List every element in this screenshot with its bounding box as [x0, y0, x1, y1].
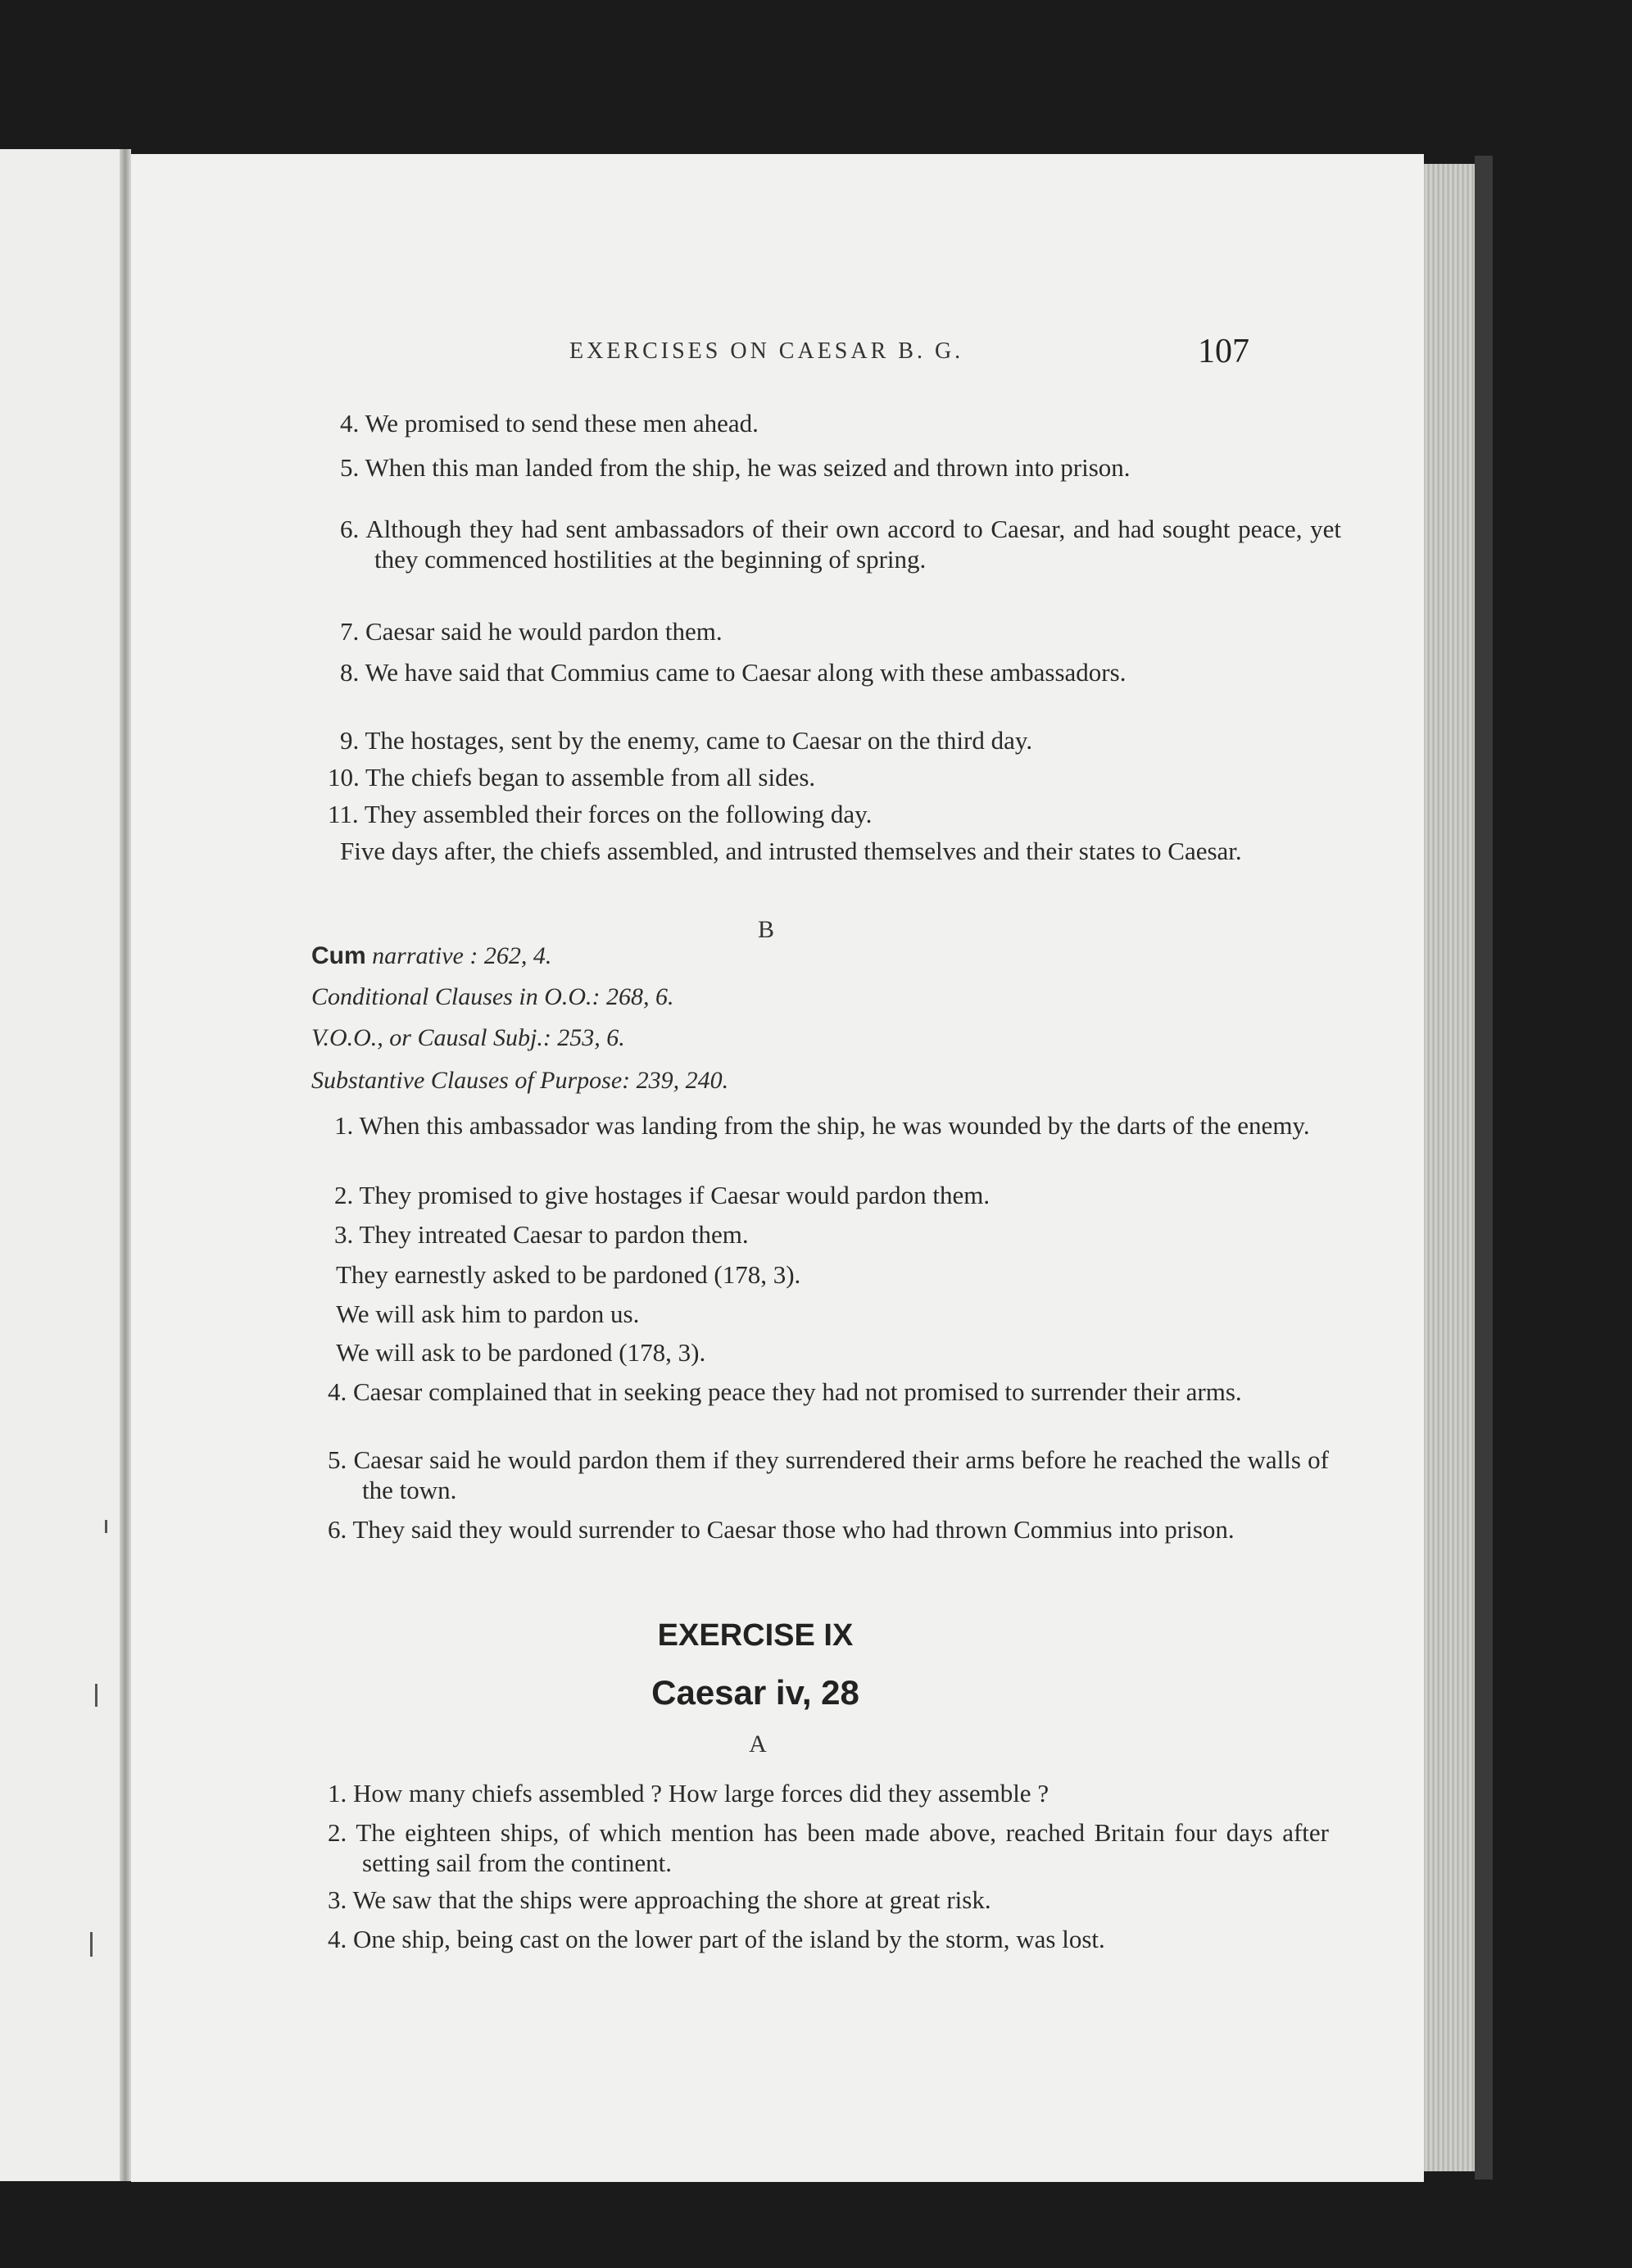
- page-number: 107: [1198, 333, 1249, 370]
- item-text: We saw that the ships were approaching the shore at great risk.: [352, 1885, 991, 1914]
- list-item: [340, 616, 1341, 646]
- item-number: 4.: [328, 1925, 347, 1953]
- page-edges: [1424, 164, 1475, 2171]
- margin-mark: [105, 1520, 107, 1533]
- item-number: 6.: [328, 1515, 347, 1544]
- item-number: 4.: [328, 1377, 347, 1406]
- item-text: They intreated Caesar to pardon them.: [359, 1220, 749, 1249]
- margin-mark: [95, 1684, 97, 1707]
- item-number: 5.: [328, 1445, 347, 1474]
- item-text: The chiefs began to assemble from all sides.: [365, 763, 816, 792]
- item-text: Although they had sent ambassadors of their own accord to Caesar, and had sought peace, yet they commenced hostilities at the beginning of spring.: [365, 515, 1341, 574]
- grammar-reference: [311, 941, 551, 971]
- grammar-reference: [311, 982, 674, 1012]
- ref-lead: Cum: [311, 942, 366, 969]
- book-cover-edge: [1475, 156, 1493, 2180]
- item-text: We have said that Commius came to Caesar along with these ambassadors.: [365, 658, 1127, 687]
- item-number: 3.: [328, 1885, 347, 1914]
- item-number: 1.: [334, 1111, 354, 1140]
- running-title: EXERCISES ON CAESAR B. G.: [569, 338, 964, 364]
- item-number: 10.: [328, 763, 360, 792]
- item-number: 11.: [328, 800, 359, 828]
- item-text: They promised to give hostages if Caesar would pardon them.: [359, 1181, 991, 1209]
- ref-text: Conditional Clauses in O.O.: 268, 6.: [311, 983, 674, 1010]
- margin-mark: [90, 1932, 93, 1957]
- item-text: They assembled their forces on the following day.: [364, 800, 873, 828]
- list-item: [328, 1445, 1329, 1505]
- list-item: [334, 1110, 1335, 1141]
- list-item: [340, 452, 1341, 483]
- item-text: When this ambassador was landing from the ship, he was wounded by the darts of the enemy.: [359, 1111, 1310, 1140]
- list-item: [328, 1924, 1329, 1954]
- list-item: [340, 514, 1341, 574]
- list-item: [334, 1219, 1335, 1250]
- item-number: 2.: [328, 1818, 347, 1847]
- paragraph: Five days after, the chiefs assembled, and intrusted themselves and their states to Caesar.: [340, 837, 1242, 865]
- sub-line: They earnestly asked to be pardoned (178, 3).: [336, 1260, 801, 1289]
- list-item: [328, 762, 1329, 792]
- ref-text: V.O.O., or Causal Subj.: 253, 6.: [311, 1024, 625, 1051]
- ref-text: Substantive Clauses of Purpose: 239, 240.: [311, 1067, 729, 1094]
- item-text: Caesar said he would pardon them if they surrendered their arms before he reached the walls of the town.: [353, 1445, 1330, 1504]
- item-number: 9.: [340, 726, 360, 755]
- list-item: [328, 799, 1329, 829]
- exercise-title: EXERCISE IX: [657, 1618, 854, 1653]
- item-number: 2.: [334, 1181, 354, 1209]
- item-text: We promised to send these men ahead.: [365, 409, 759, 438]
- item-number: 3.: [334, 1220, 354, 1249]
- item-number: 6.: [340, 515, 360, 543]
- item-text: How many chiefs assembled ? How large forces did they assemble ?: [353, 1779, 1049, 1808]
- left-page: [0, 149, 123, 2181]
- list-item: [328, 1514, 1329, 1545]
- exercise-subtitle: Caesar iv, 28: [651, 1673, 859, 1712]
- grammar-reference: [311, 1065, 728, 1095]
- list-item: [340, 725, 1341, 755]
- ref-text: narrative : 262, 4.: [365, 942, 552, 969]
- book-gutter: [120, 149, 131, 2181]
- item-text: The eighteen ships, of which mention has been made above, reached Britain four days after setting sail from the continent.: [356, 1818, 1329, 1877]
- list-item: [328, 1778, 1329, 1808]
- item-text: Caesar complained that in seeking peace they had not promised to surrender their arms.: [353, 1377, 1242, 1406]
- item-number: 4.: [340, 409, 360, 438]
- item-text: When this man landed from the ship, he was seized and thrown into prison.: [365, 453, 1131, 482]
- item-text: They said they would surrender to Caesar those who had thrown Commius into prison.: [352, 1515, 1235, 1544]
- section-letter: A: [749, 1730, 767, 1758]
- item-text: One ship, being cast on the lower part of the island by the storm, was lost.: [353, 1925, 1105, 1953]
- item-number: 7.: [340, 617, 360, 646]
- item-number: 8.: [340, 658, 360, 687]
- grammar-reference: [311, 1023, 625, 1053]
- sub-line: We will ask to be pardoned (178, 3).: [336, 1338, 706, 1367]
- item-text: Caesar said he would pardon them.: [365, 617, 723, 646]
- list-item: [328, 1377, 1329, 1407]
- list-item: [328, 1817, 1329, 1878]
- list-item: [340, 657, 1341, 687]
- item-text: The hostages, sent by the enemy, came to Caesar on the third day.: [365, 726, 1033, 755]
- running-head: [569, 332, 1258, 381]
- list-item: [328, 1885, 1329, 1915]
- list-item: [334, 1180, 1335, 1210]
- list-item: [340, 408, 1341, 438]
- sub-line: We will ask him to pardon us.: [336, 1300, 640, 1328]
- item-number: 1.: [328, 1779, 347, 1808]
- section-letter: B: [757, 916, 774, 943]
- item-number: 5.: [340, 453, 360, 482]
